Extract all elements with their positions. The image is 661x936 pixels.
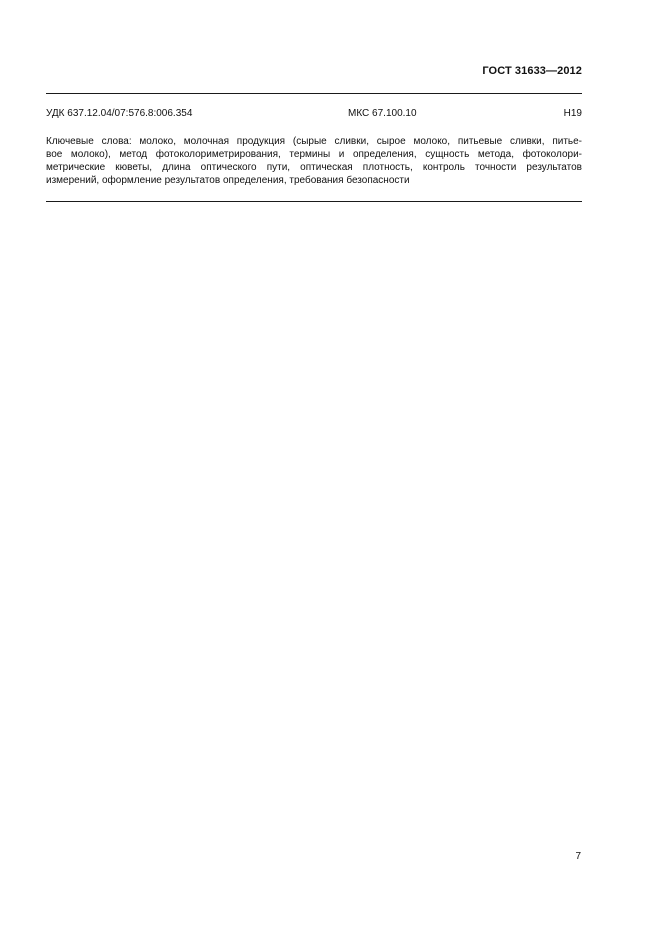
udk-code: УДК 637.12.04/07:576.8:006.354: [46, 108, 193, 119]
mks-code: МКС 67.100.10: [348, 108, 417, 119]
keywords-line: измерений, оформление результатов определения, требования безопасности: [46, 175, 410, 186]
keywords-line: метрические кюветы, длина оптического пути, оптическая плотность, контроль точности результатов: [46, 162, 582, 173]
classification-row: [46, 108, 582, 122]
keywords-paragraph: [46, 135, 582, 187]
top-divider: [46, 93, 582, 94]
keywords-line: вое молоко), метод фотоколориметрирования, термины и определения, сущность метода, фотоколори-: [46, 149, 582, 160]
document-code: ГОСТ 31633—2012: [482, 65, 582, 77]
keywords-line: Ключевые слова: молоко, молочная продукция (сырые сливки, сырое молоко, питьевые сливки, питье-: [46, 136, 582, 147]
okp-code: Н19: [563, 108, 582, 119]
page-number: 7: [575, 851, 581, 862]
bottom-divider: [46, 201, 582, 202]
